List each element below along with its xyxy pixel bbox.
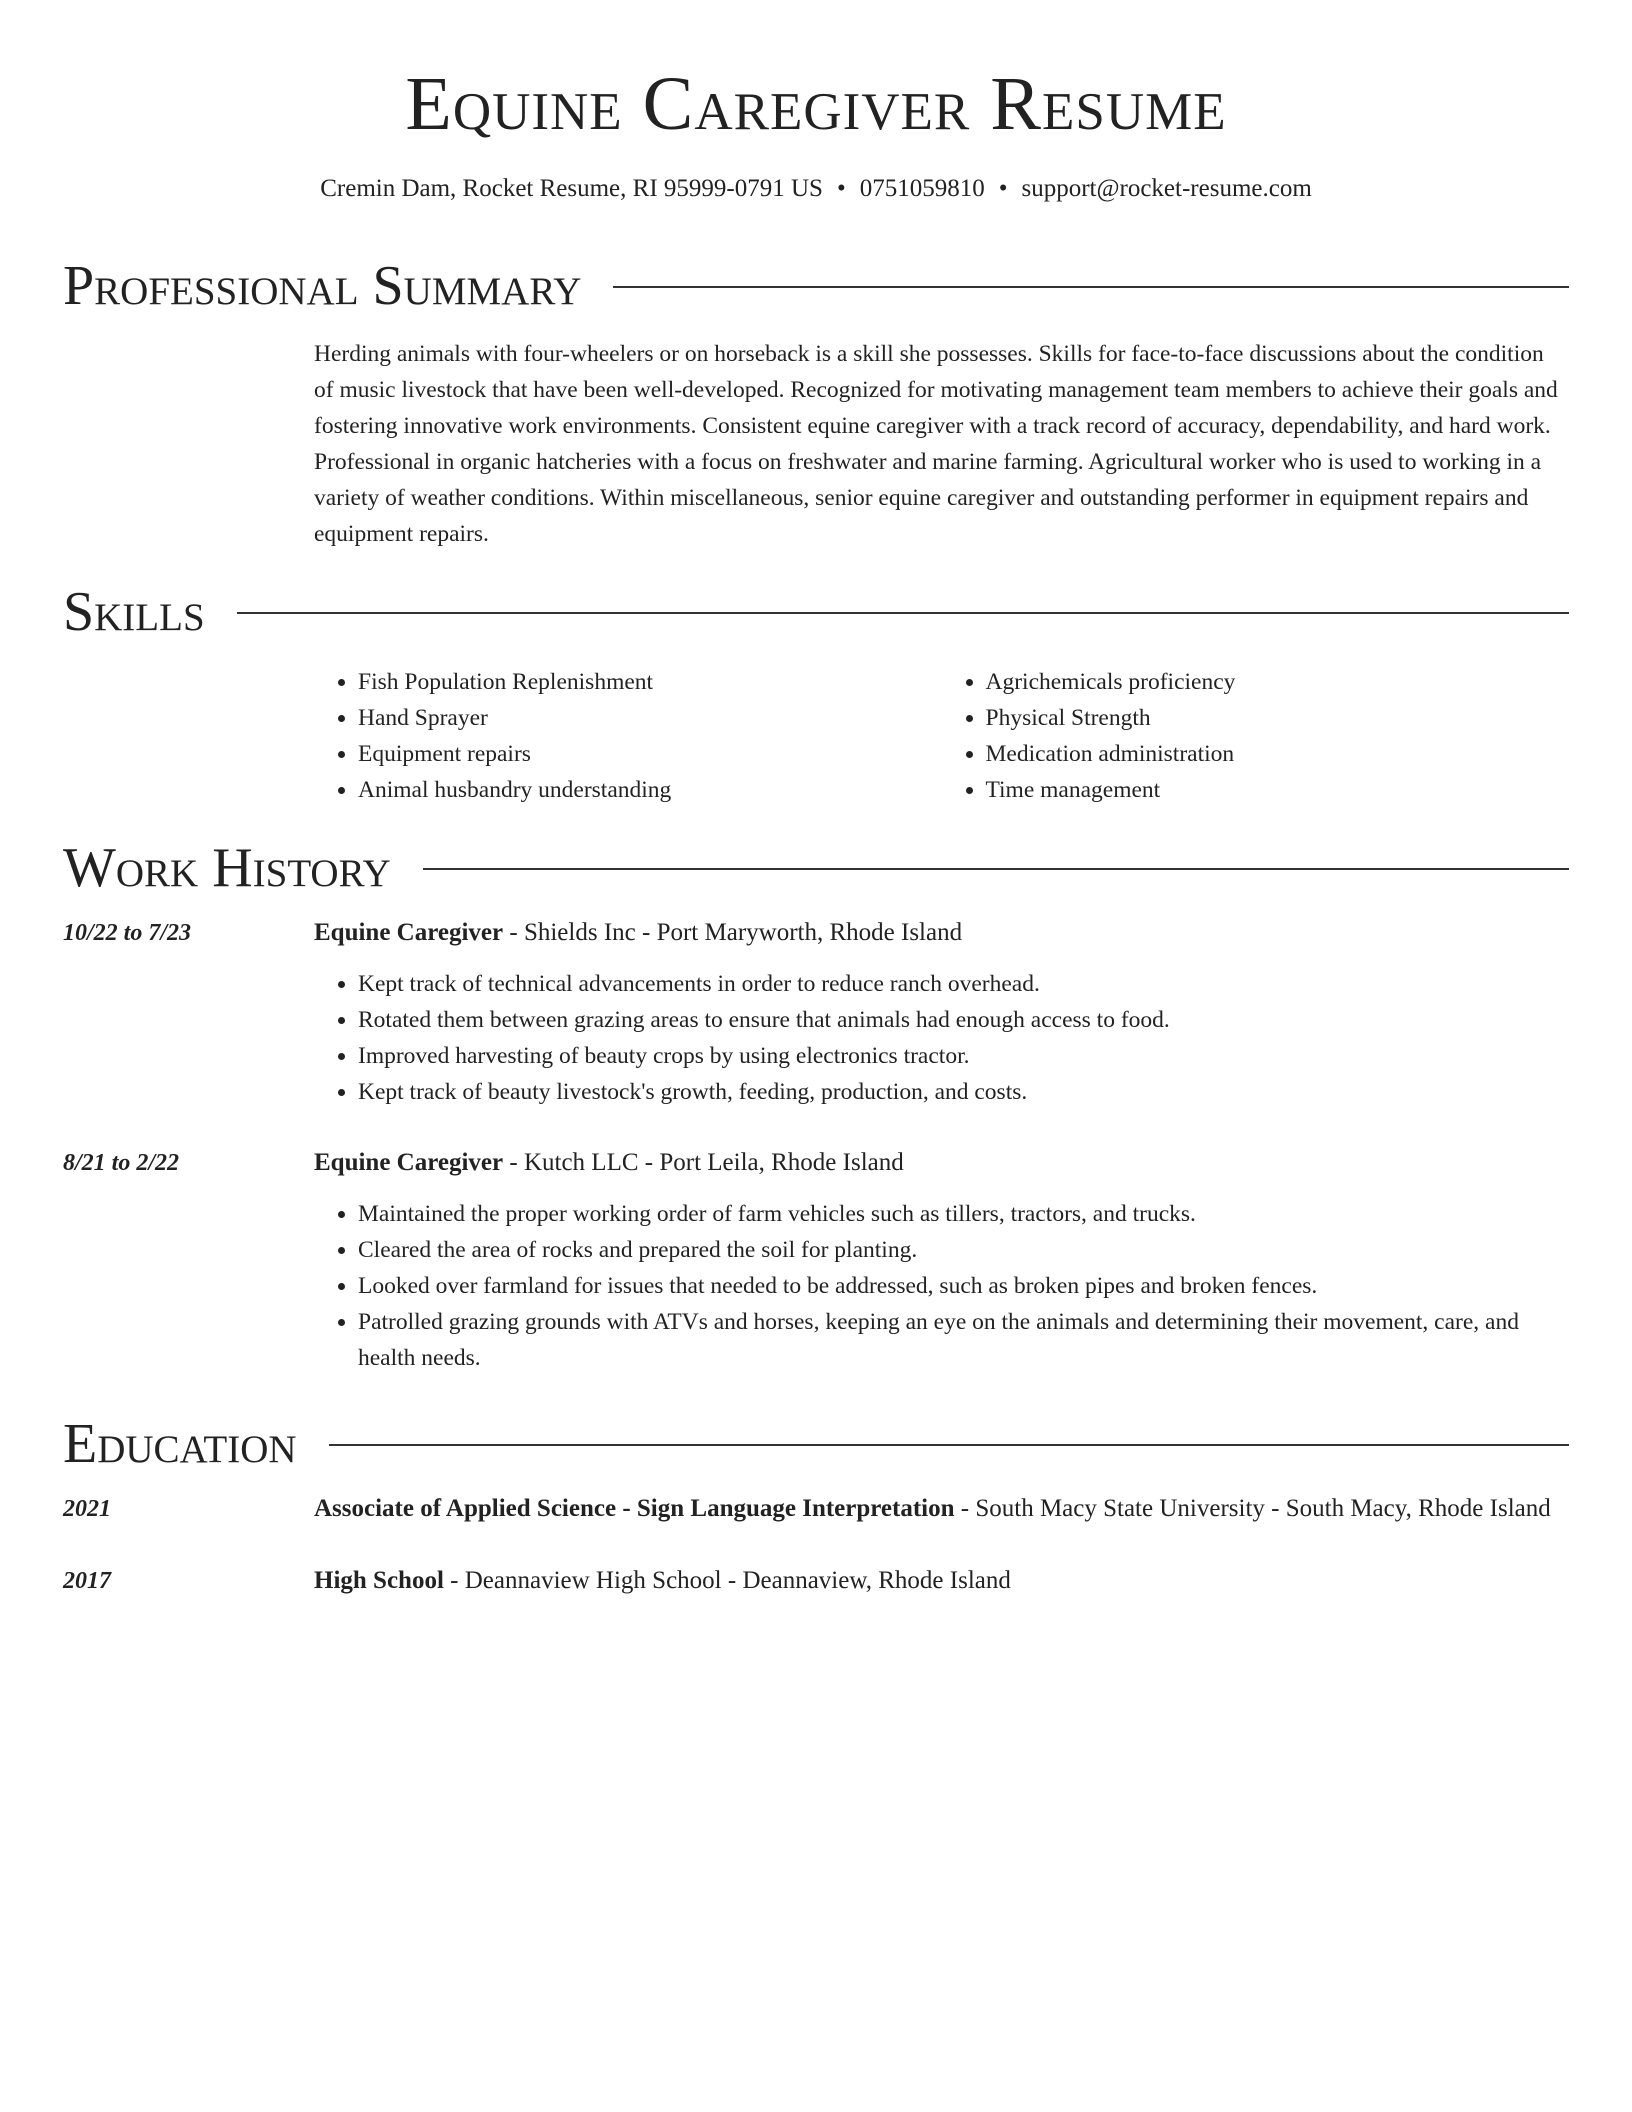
job-header — [314, 914, 1569, 952]
duty-item: • Maintained the proper working order of farm vehicles such as tillers, tractors, and trucks. — [358, 1196, 1569, 1232]
section-divider — [613, 286, 1569, 288]
skill-item: • Agrichemicals proficiency — [986, 664, 1570, 700]
duty-item: • Cleared the area of rocks and prepared the soil for planting. — [358, 1232, 1569, 1268]
skill-item: • Fish Population Replenishment — [358, 664, 942, 700]
education-header-line — [314, 1562, 1569, 1600]
resume-title: Equine Caregiver Resume — [405, 62, 1227, 146]
skills-list-left — [314, 664, 942, 808]
duty-item: • Rotated them between grazing areas to ensure that animals had enough access to food. — [358, 1002, 1569, 1038]
work-section — [63, 836, 1569, 1376]
summary-heading: Professional Summary — [63, 255, 582, 317]
skill-item: • Hand Sprayer — [358, 700, 942, 736]
education-entry — [63, 1490, 1569, 1528]
skill-item: • Medication administration — [986, 736, 1570, 772]
contact-phone: 0751059810 — [859, 175, 985, 202]
summary-text: Herding animals with four-wheelers or on horseback is a skill she possesses. Skills for face-to-face discussions about the condition of music livestock that have been well-developed. Recognized for motivating management team members to achieve their goals and fostering innovative work environments. Consistent equine caregiver with a track record of accuracy, dependability, and hard work. Professional in organic hatcheries with a focus on freshwater and marine farming. Agricultural worker who is used to working in a variety of weather conditions. Within miscellaneous, senior equine caregiver and outstanding performer in equipment repairs and equipment repairs. — [314, 341, 1558, 547]
skill-item: • Equipment repairs — [358, 736, 942, 772]
skill-item: • Time management — [986, 772, 1570, 808]
skills-section — [63, 580, 1569, 808]
job-duties — [314, 1196, 1569, 1376]
skill-item: • Physical Strength — [986, 700, 1570, 736]
skills-heading: Skills — [63, 581, 205, 643]
job-duties — [314, 966, 1569, 1110]
summary-section — [63, 254, 1569, 552]
job-details: - Shields Inc - Port Maryworth, Rhode Island — [503, 919, 963, 946]
summary-body — [314, 336, 1569, 552]
section-divider — [237, 612, 1569, 614]
job-entry — [63, 914, 1569, 1110]
section-divider — [423, 868, 1569, 870]
job-entry — [63, 1144, 1569, 1376]
duty-item: • Kept track of beauty livestock's growth, feeding, production, and costs. — [358, 1074, 1569, 1110]
skills-list-right — [942, 664, 1570, 808]
education-header-line — [314, 1490, 1569, 1528]
education-details: - South Macy State University - South Macy, Rhode Island — [954, 1495, 1551, 1522]
duty-item: • Looked over farmland for issues that needed to be addressed, such as broken pipes and broken fences. — [358, 1268, 1569, 1304]
duty-item: • Improved harvesting of beauty crops by using electronics tractor. — [358, 1038, 1569, 1074]
contact-separator: • — [998, 175, 1008, 202]
job-main — [314, 1144, 1569, 1376]
education-header — [63, 1412, 1569, 1476]
education-year: 2021 — [63, 1496, 111, 1522]
job-header — [314, 1144, 1569, 1182]
skill-item: • Animal husbandry understanding — [358, 772, 942, 808]
summary-header — [63, 254, 1569, 318]
education-degree: High School — [314, 1567, 444, 1594]
job-dates: 8/21 to 2/22 — [63, 1150, 180, 1176]
education-main — [314, 1562, 1569, 1600]
contact-line — [0, 172, 1632, 206]
education-main — [314, 1490, 1569, 1528]
job-main — [314, 914, 1569, 1110]
job-title: Equine Caregiver — [314, 919, 504, 946]
contact-separator: • — [836, 175, 846, 202]
skills-body — [314, 664, 1569, 808]
education-year: 2017 — [63, 1568, 111, 1594]
work-heading: Work History — [63, 837, 391, 899]
skills-grid — [314, 664, 1569, 808]
contact-address: Cremin Dam, Rocket Resume, RI 95999-0791 US — [320, 175, 823, 202]
duty-item: • Patrolled grazing grounds with ATVs and horses, keeping an eye on the animals and determining their movement, care, and health needs. — [358, 1304, 1569, 1376]
education-details: - Deannaview High School - Deannaview, Rhode Island — [443, 1567, 1011, 1594]
contact-email[interactable]: support@rocket-resume.com — [1021, 175, 1312, 202]
education-degree: Associate of Applied Science - Sign Language Interpretation — [314, 1495, 955, 1522]
education-entry — [63, 1562, 1569, 1600]
work-header — [63, 836, 1569, 900]
job-details: - Kutch LLC - Port Leila, Rhode Island — [503, 1149, 904, 1176]
education-heading: Education — [63, 1413, 297, 1475]
job-title: Equine Caregiver — [314, 1149, 504, 1176]
skills-header — [63, 580, 1569, 644]
job-dates: 10/22 to 7/23 — [63, 920, 192, 946]
education-section — [63, 1412, 1569, 1600]
duty-item: • Kept track of technical advancements in order to reduce ranch overhead. — [358, 966, 1569, 1002]
section-divider — [329, 1444, 1569, 1446]
